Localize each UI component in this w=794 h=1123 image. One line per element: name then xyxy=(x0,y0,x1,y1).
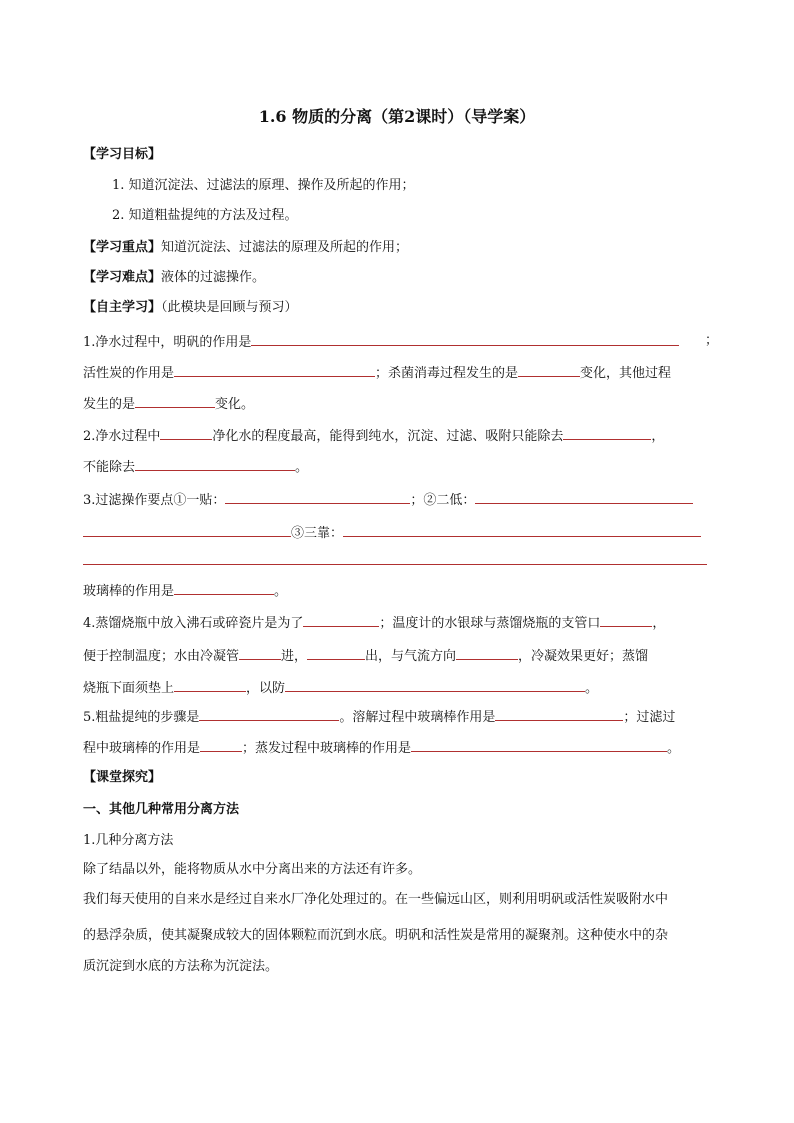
self-study-label: 【自主学习】 xyxy=(83,300,162,315)
q4-line-3 xyxy=(83,677,598,697)
q1-blank-other-change[interactable] xyxy=(135,393,215,408)
q5-text-f: 。 xyxy=(667,741,681,756)
q1-line-2 xyxy=(83,362,671,382)
q3-blank-two-low-cont[interactable] xyxy=(83,522,291,537)
q4-blank-direction[interactable] xyxy=(456,645,518,660)
q5-blank-filter-rod[interactable] xyxy=(200,737,242,752)
q5-line-1 xyxy=(83,706,675,726)
paragraph-2-line-2: 的悬浮杂质，使其凝聚成较大的固体颗粒而沉到水底。明矾和活性炭是常用的凝聚剂。这种使水中的杂 xyxy=(83,928,669,943)
q5-text-d: 程中玻璃棒的作用是 xyxy=(83,741,201,756)
q3-text-a: 3.过滤操作要点①一贴： xyxy=(83,493,226,508)
q3-answer-line[interactable] xyxy=(83,564,707,565)
q2-text-e: 。 xyxy=(295,460,309,475)
q4-text-j: 。 xyxy=(585,681,599,696)
q3-text-c: ③三靠： xyxy=(291,526,344,541)
paragraph-2-line-3: 质沉淀到水底的方法称为沉淀法。 xyxy=(83,959,279,974)
q3-text-d: 玻璃棒的作用是 xyxy=(83,584,175,599)
q1-blank-alum[interactable] xyxy=(251,331,679,346)
q5-text-e: ；蒸发过程中玻璃棒的作用是 xyxy=(242,741,412,756)
q3-blank-two-low[interactable] xyxy=(475,489,693,504)
goals-heading: 【学习目标】 xyxy=(83,147,162,162)
q1-text-b: 活性炭的作用是 xyxy=(83,366,175,381)
difficulty-row xyxy=(83,268,265,288)
q2-text-c: ， xyxy=(651,429,665,444)
q1-text-a-end: ； xyxy=(705,333,719,348)
explore-heading: 【课堂探究】 xyxy=(83,770,162,785)
q1-text-d: 变化，其他过程 xyxy=(580,366,672,381)
q4-line-2 xyxy=(83,645,648,665)
difficulty-label: 【学习难点】 xyxy=(83,270,162,285)
q4-blank-water-out[interactable] xyxy=(307,645,365,660)
q1-text-c: ；杀菌消毒过程发生的是 xyxy=(375,366,519,381)
q4-text-a: 4.蒸馏烧瓶中放入沸石或碎瓷片是为了 xyxy=(83,616,304,631)
q2-text-b: 净化水的程度最高，能得到纯水，沉淀、过滤、吸附只能除去 xyxy=(212,429,564,444)
q3-blank-three-lean[interactable] xyxy=(343,522,701,537)
q1-text-a: 1.净水过程中，明矾的作用是 xyxy=(83,335,252,350)
q3-text-b: ；②二低： xyxy=(410,493,476,508)
q3-line-3 xyxy=(83,580,287,600)
q5-text-a: 5.粗盐提纯的步骤是 xyxy=(83,710,200,725)
q3-blank-one-stick[interactable] xyxy=(225,489,410,504)
q4-blank-prevent[interactable] xyxy=(285,677,585,692)
key-point-row xyxy=(83,238,408,258)
q4-text-c: ， xyxy=(652,616,666,631)
page-title: 1.6 物质的分离（第2课时）（导学案） xyxy=(258,107,536,126)
self-study-note: （此模块是回顾与预习） xyxy=(161,300,298,315)
q4-text-h: 烧瓶下面须垫上 xyxy=(83,681,175,696)
goal-item-2: 2. 知道粗盐提纯的方法及过程。 xyxy=(112,208,298,223)
q4-text-d: 便于控制温度；水由冷凝管 xyxy=(83,649,240,664)
q5-text-c: ；过滤过 xyxy=(623,710,676,725)
q4-blank-position[interactable] xyxy=(600,612,652,627)
q1-blank-carbon[interactable] xyxy=(174,362,375,377)
difficulty-text: 液体的过滤操作。 xyxy=(161,270,266,285)
q2-text-d: 不能除去 xyxy=(83,460,136,475)
q3-line-2 xyxy=(83,522,701,542)
q2-line-2 xyxy=(83,456,308,476)
goal-item-1: 1. 知道沉淀法、过滤法的原理、操作及所起的作用； xyxy=(112,178,415,193)
q1-line-1 xyxy=(83,331,679,351)
paragraph-2-line-1: 我们每天使用的自来水是经过自来水厂净化处理过的。在一些偏远山区，则利用明矾或活性炭吸附水中 xyxy=(83,892,669,907)
q4-text-f: 出，与气流方向 xyxy=(365,649,457,664)
q4-text-g: ，冷凝效果更好；蒸馏 xyxy=(518,649,649,664)
q4-line-1 xyxy=(83,612,665,632)
q2-line-1 xyxy=(83,425,664,445)
q2-blank-not-removes[interactable] xyxy=(135,456,295,471)
q5-blank-dissolve-rod[interactable] xyxy=(495,706,623,721)
subsection-heading: 1.几种分离方法 xyxy=(83,833,174,848)
q5-text-b: 。溶解过程中玻璃棒作用是 xyxy=(339,710,496,725)
q5-line-2 xyxy=(83,737,680,757)
q1-blank-change-type[interactable] xyxy=(518,362,580,377)
q2-blank-removes[interactable] xyxy=(563,425,651,440)
q4-blank-pad[interactable] xyxy=(174,677,246,692)
q5-blank-evaporate-rod[interactable] xyxy=(411,737,667,752)
key-point-label: 【学习重点】 xyxy=(83,240,162,255)
q4-blank-water-in[interactable] xyxy=(239,645,281,660)
q1-text-f: 变化。 xyxy=(215,397,255,412)
q3-line-1 xyxy=(83,489,693,509)
self-study-row xyxy=(83,298,298,318)
q3-blank-rod-role[interactable] xyxy=(174,580,274,595)
key-point-text: 知道沉淀法、过滤法的原理及所起的作用； xyxy=(161,240,409,255)
q4-text-b: ；温度计的水银球与蒸馏烧瓶的支管口 xyxy=(379,616,601,631)
section-heading: 一、其他几种常用分离方法 xyxy=(83,802,240,817)
q1-text-e: 发生的是 xyxy=(83,397,136,412)
q3-text-e: 。 xyxy=(274,584,288,599)
q5-blank-steps[interactable] xyxy=(199,706,339,721)
q4-text-e: 进， xyxy=(281,649,308,664)
q1-line-3 xyxy=(83,393,254,413)
q4-text-i: ，以防 xyxy=(246,681,286,696)
q2-text-a: 2.净水过程中 xyxy=(83,429,161,444)
q2-blank-method[interactable] xyxy=(160,425,212,440)
q4-blank-purpose[interactable] xyxy=(303,612,379,627)
paragraph-1: 除了结晶以外，能将物质从水中分离出来的方法还有许多。 xyxy=(83,862,422,877)
